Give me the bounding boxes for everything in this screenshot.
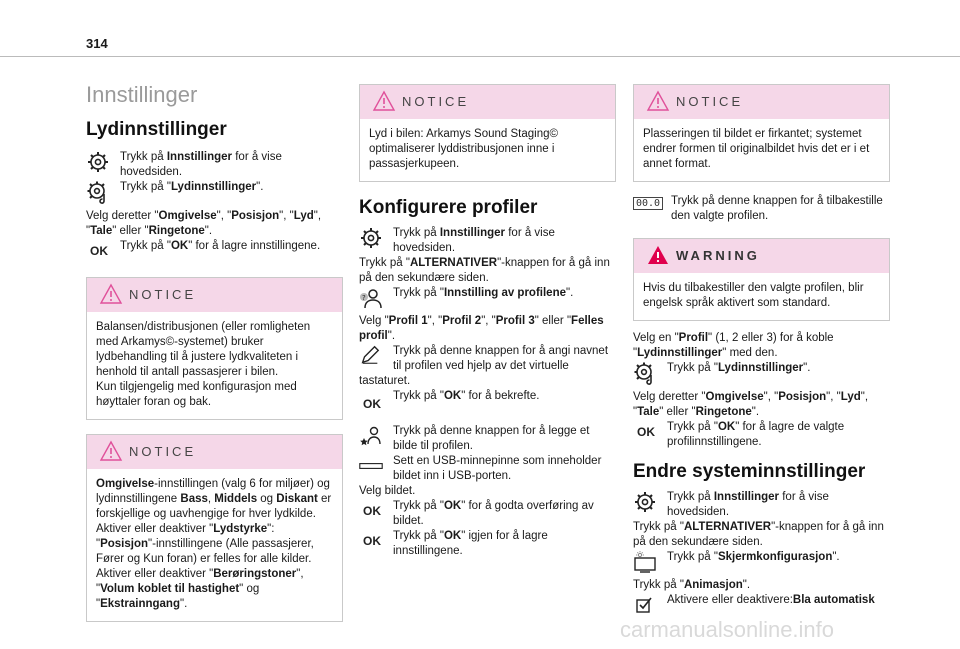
add-image-icon: [359, 424, 385, 450]
warning-title: WARNING: [676, 248, 760, 263]
notice-text: Omgivelse-innstillingen (valg 6 for miljøer) og lydinnstillingene Bass, Middels og Diskant er forskjellige og uavhengige for hver lydkilde. Aktiver eller deaktiver "Lydstyrke": "Posisjon"-innstillingene (Alle passasjerer, Fører og Kun foran) er felles for alle kilder. Aktiver eller deaktiver "Berøringstoner", "Volum koblet til hastighet" og "Ekstrainngang".: [96, 478, 332, 610]
notice-box-1: [86, 277, 343, 420]
warning-triangle-icon: [99, 440, 123, 462]
column-2: [359, 84, 616, 559]
step-settings: Trykk på Innstillinger for å vise hovedsiden.: [633, 490, 890, 520]
checkbox-icon: [633, 593, 659, 619]
warning-triangle-icon: [646, 244, 670, 266]
step-ok-confirm: OK Trykk på "OK" for å bekrefte.: [363, 390, 540, 411]
section-title: Innstillinger: [86, 82, 198, 107]
step-settings: Trykk på Innstillinger for å vise hovedsiden.: [86, 150, 343, 180]
sound-gear-icon: [86, 180, 112, 206]
step-ok-save: OK Trykk på "OK" igjen for å lagre innstillingene.: [363, 530, 548, 557]
choose-profile-text: Velg "Profil 1", "Profil 2", "Profil 3" eller "Felles profil".: [359, 315, 604, 342]
screen-brightness-icon: [633, 550, 659, 576]
column-1: [86, 82, 343, 622]
notice-title: NOTICE: [129, 287, 197, 302]
alternatives-text: Trykk på "ALTERNATIVER"-knappen for å gå inn på den sekundære siden.: [633, 521, 884, 548]
pencil-icon: [359, 344, 393, 368]
sound-gear-icon: [633, 361, 659, 387]
step-ok-save-profile: OK Trykk på "OK" for å lagre de valgte profilinnstillingene.: [637, 421, 845, 448]
profile-settings-icon: [359, 286, 385, 312]
link-profile-text: Velg en "Profil" (1, 2 eller 3) for å koble "Lydinnstillinger" med den.: [633, 332, 834, 359]
header-rule: [0, 56, 960, 57]
warning-triangle-icon: [372, 90, 396, 112]
page-number: 314: [86, 36, 108, 51]
heading-lydinnstillinger: Lydinnstillinger: [86, 119, 227, 140]
heading-konfigurere-profiler: Konfigurere profiler: [359, 197, 538, 218]
notice-box-4: [633, 84, 890, 182]
gear-icon: [359, 226, 385, 252]
step-screen-config: Trykk på "Skjermkonfigurasjon".: [633, 550, 890, 570]
heading-systeminnstillinger: Endre systeminnstillinger: [633, 461, 866, 482]
watermark: carmanualsonline.info: [620, 617, 835, 642]
notice-text: Balansen/distribusjonen (eller romligheten med Arkamys©-systemet) bruker lydbehandling til å justere lydkvaliteten i henhold til antall passasjerer i bilen. Kun tilgjengelig med konfigurasjon med høyttaler foran og bak.: [96, 321, 311, 408]
notice-title: NOTICE: [402, 94, 470, 109]
ok-icon: OK: [363, 397, 381, 411]
step-sound-settings: Trykk på "Lydinnstillinger".: [633, 361, 890, 381]
notice-title: NOTICE: [129, 444, 197, 459]
ok-icon: OK: [363, 534, 381, 548]
ok-icon: OK: [637, 425, 655, 439]
choose-text: Velg deretter "Omgivelse", "Posisjon", "Lyd", "Tale" eller "Ringetone".: [633, 391, 869, 418]
usb-icon: [359, 454, 385, 480]
ok-icon: OK: [90, 244, 108, 258]
step-profile-settings: ? Trykk på "Innstilling av profilene".: [359, 286, 616, 306]
notice-text: Lyd i bilen: Arkamys Sound Staging© optimaliserer lyddistribusjonen inne i passasjerkupeen.: [369, 128, 558, 170]
step-add-image: Trykk på denne knappen for å legge et bilde til profilen.: [359, 424, 616, 454]
warning-triangle-icon: [99, 283, 123, 305]
step-auto-scroll: Aktivere eller deaktivere:Bla automatisk: [633, 593, 890, 613]
gear-icon: [633, 490, 659, 516]
ok-icon: OK: [363, 504, 381, 518]
alternatives-text: Trykk på "ALTERNATIVER"-knappen for å gå inn på den sekundære siden.: [359, 257, 610, 284]
step-reset: 00.0 Trykk på denne knappen for å tilbakestille den valgte profilen.: [633, 194, 890, 224]
reset-icon: 00.0: [633, 197, 663, 210]
step-sound-settings: Trykk på "Lydinnstillinger".: [86, 180, 343, 200]
step-settings: Trykk på Innstillinger for å vise hovedsiden.: [359, 226, 616, 256]
notice-box-2: [86, 434, 343, 622]
step-usb: Sett en USB-minnepinne som inneholder bildet inn i USB-porten.: [359, 454, 616, 484]
notice-text: Plasseringen til bildet er firkantet; systemet endrer formen til originalbildet hvis det er i et annet format.: [643, 128, 870, 170]
gear-icon: [86, 150, 112, 176]
step-edit-name: Trykk på denne knappen for å angi navnet til profilen ved hjelp av det virtuelle tastaturet.: [359, 345, 609, 387]
select-image-text: Velg bildet.: [359, 485, 416, 497]
warning-box: [633, 238, 890, 321]
step-ok: OK Trykk på "OK" for å lagre innstillingene.: [90, 240, 321, 258]
step-ok-transfer: OK Trykk på "OK" for å godta overføring av bildet.: [363, 500, 594, 527]
warning-text: Hvis du tilbakestiller den valgte profilen, blir engelsk språk aktivert som standard.: [643, 282, 864, 309]
animation-text: Trykk på "Animasjon".: [633, 579, 751, 591]
warning-triangle-icon: [646, 90, 670, 112]
notice-title: NOTICE: [676, 94, 744, 109]
notice-box-3: [359, 84, 616, 182]
choose-text: Velg deretter "Omgivelse", "Posisjon", "Lyd", "Tale" eller "Ringetone".: [86, 210, 322, 237]
column-3: [633, 84, 890, 613]
svg-text:?: ?: [362, 294, 366, 302]
